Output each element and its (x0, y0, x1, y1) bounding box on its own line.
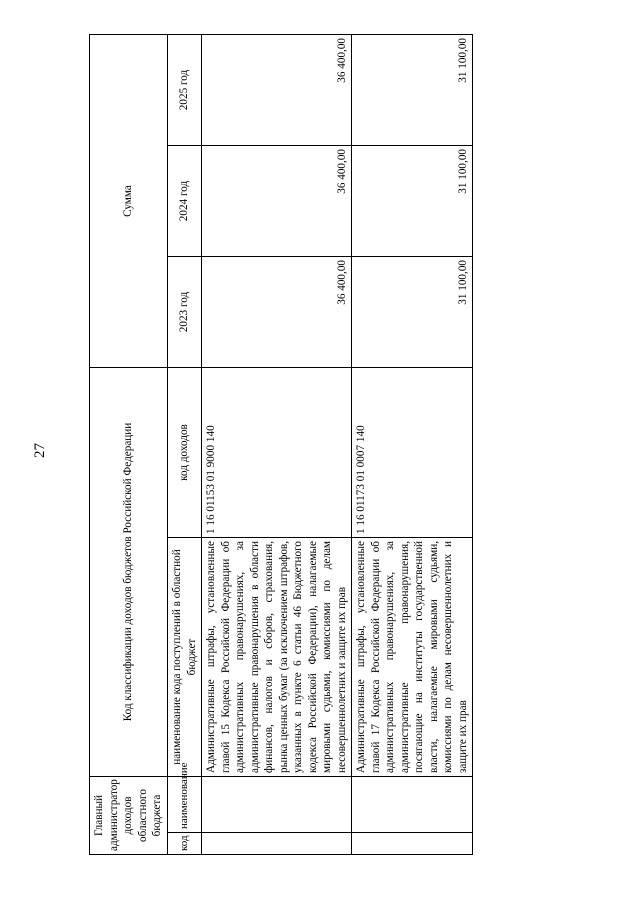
rotated-table-wrapper (89, 35, 549, 855)
income-code-cell: 1 16 01173 01 0007 140 (352, 367, 473, 537)
header-main-admin: Главный администратор доходов областного бюджета (90, 777, 168, 855)
budget-income-table (89, 34, 473, 855)
header-income-code: код доходов (168, 367, 202, 537)
header-year-2024: 2024 год (168, 145, 202, 256)
amount-2025-cell: 36 400,00 (202, 34, 352, 145)
header-year-2023: 2023 год (168, 256, 202, 367)
amount-2025-cell: 31 100,00 (352, 34, 473, 145)
header-income-name: наименование кода поступлений в областной бюджет (168, 538, 202, 777)
table-row (352, 34, 473, 854)
amount-2024-cell: 36 400,00 (202, 145, 352, 256)
amount-2024-cell: 31 100,00 (352, 145, 473, 256)
page-number: 27 (32, 443, 48, 458)
income-code-cell: 1 16 01153 01 9000 140 (202, 367, 352, 537)
amount-2023-cell: 31 100,00 (352, 256, 473, 367)
admin-name-cell (352, 777, 473, 833)
admin-name-cell (202, 777, 352, 833)
header-code: код (168, 833, 202, 855)
header-sum: Сумма (90, 34, 168, 367)
header-name: наименование (168, 777, 202, 833)
header-row-sub (168, 34, 202, 854)
header-year-2025: 2025 год (168, 34, 202, 145)
amount-2023-cell: 36 400,00 (202, 256, 352, 367)
admin-code-cell (202, 833, 352, 855)
header-row-top (90, 34, 168, 854)
income-description-cell: Административные штрафы, установленные главой 15 Кодекса Российской Федерации об административных правонарушениях, за административные правонарушения в области финансов, налогов и сборов, страхования, рынка ценных бумаг (за исключением штрафов, указанных в пункте 6 статьи 46 Бюджетного кодекса Российской Федерации), налагаемые мировыми судьями, комиссиями по делам несовершеннолетних и защите их прав (202, 538, 352, 777)
income-description-cell: Административные штрафы, установленные главой 17 Кодекса Российской Федерации об административных правонарушениях, за административные правонарушения, посягающие на институты государственной власти, налагаемые мировыми судьями, комиссиями по делам несовершеннолетних и защите их прав (352, 538, 473, 777)
header-budget-code: Код классификации доходов бюджетов Российской Федерации (90, 367, 168, 776)
table-row (202, 34, 352, 854)
admin-code-cell (352, 833, 473, 855)
